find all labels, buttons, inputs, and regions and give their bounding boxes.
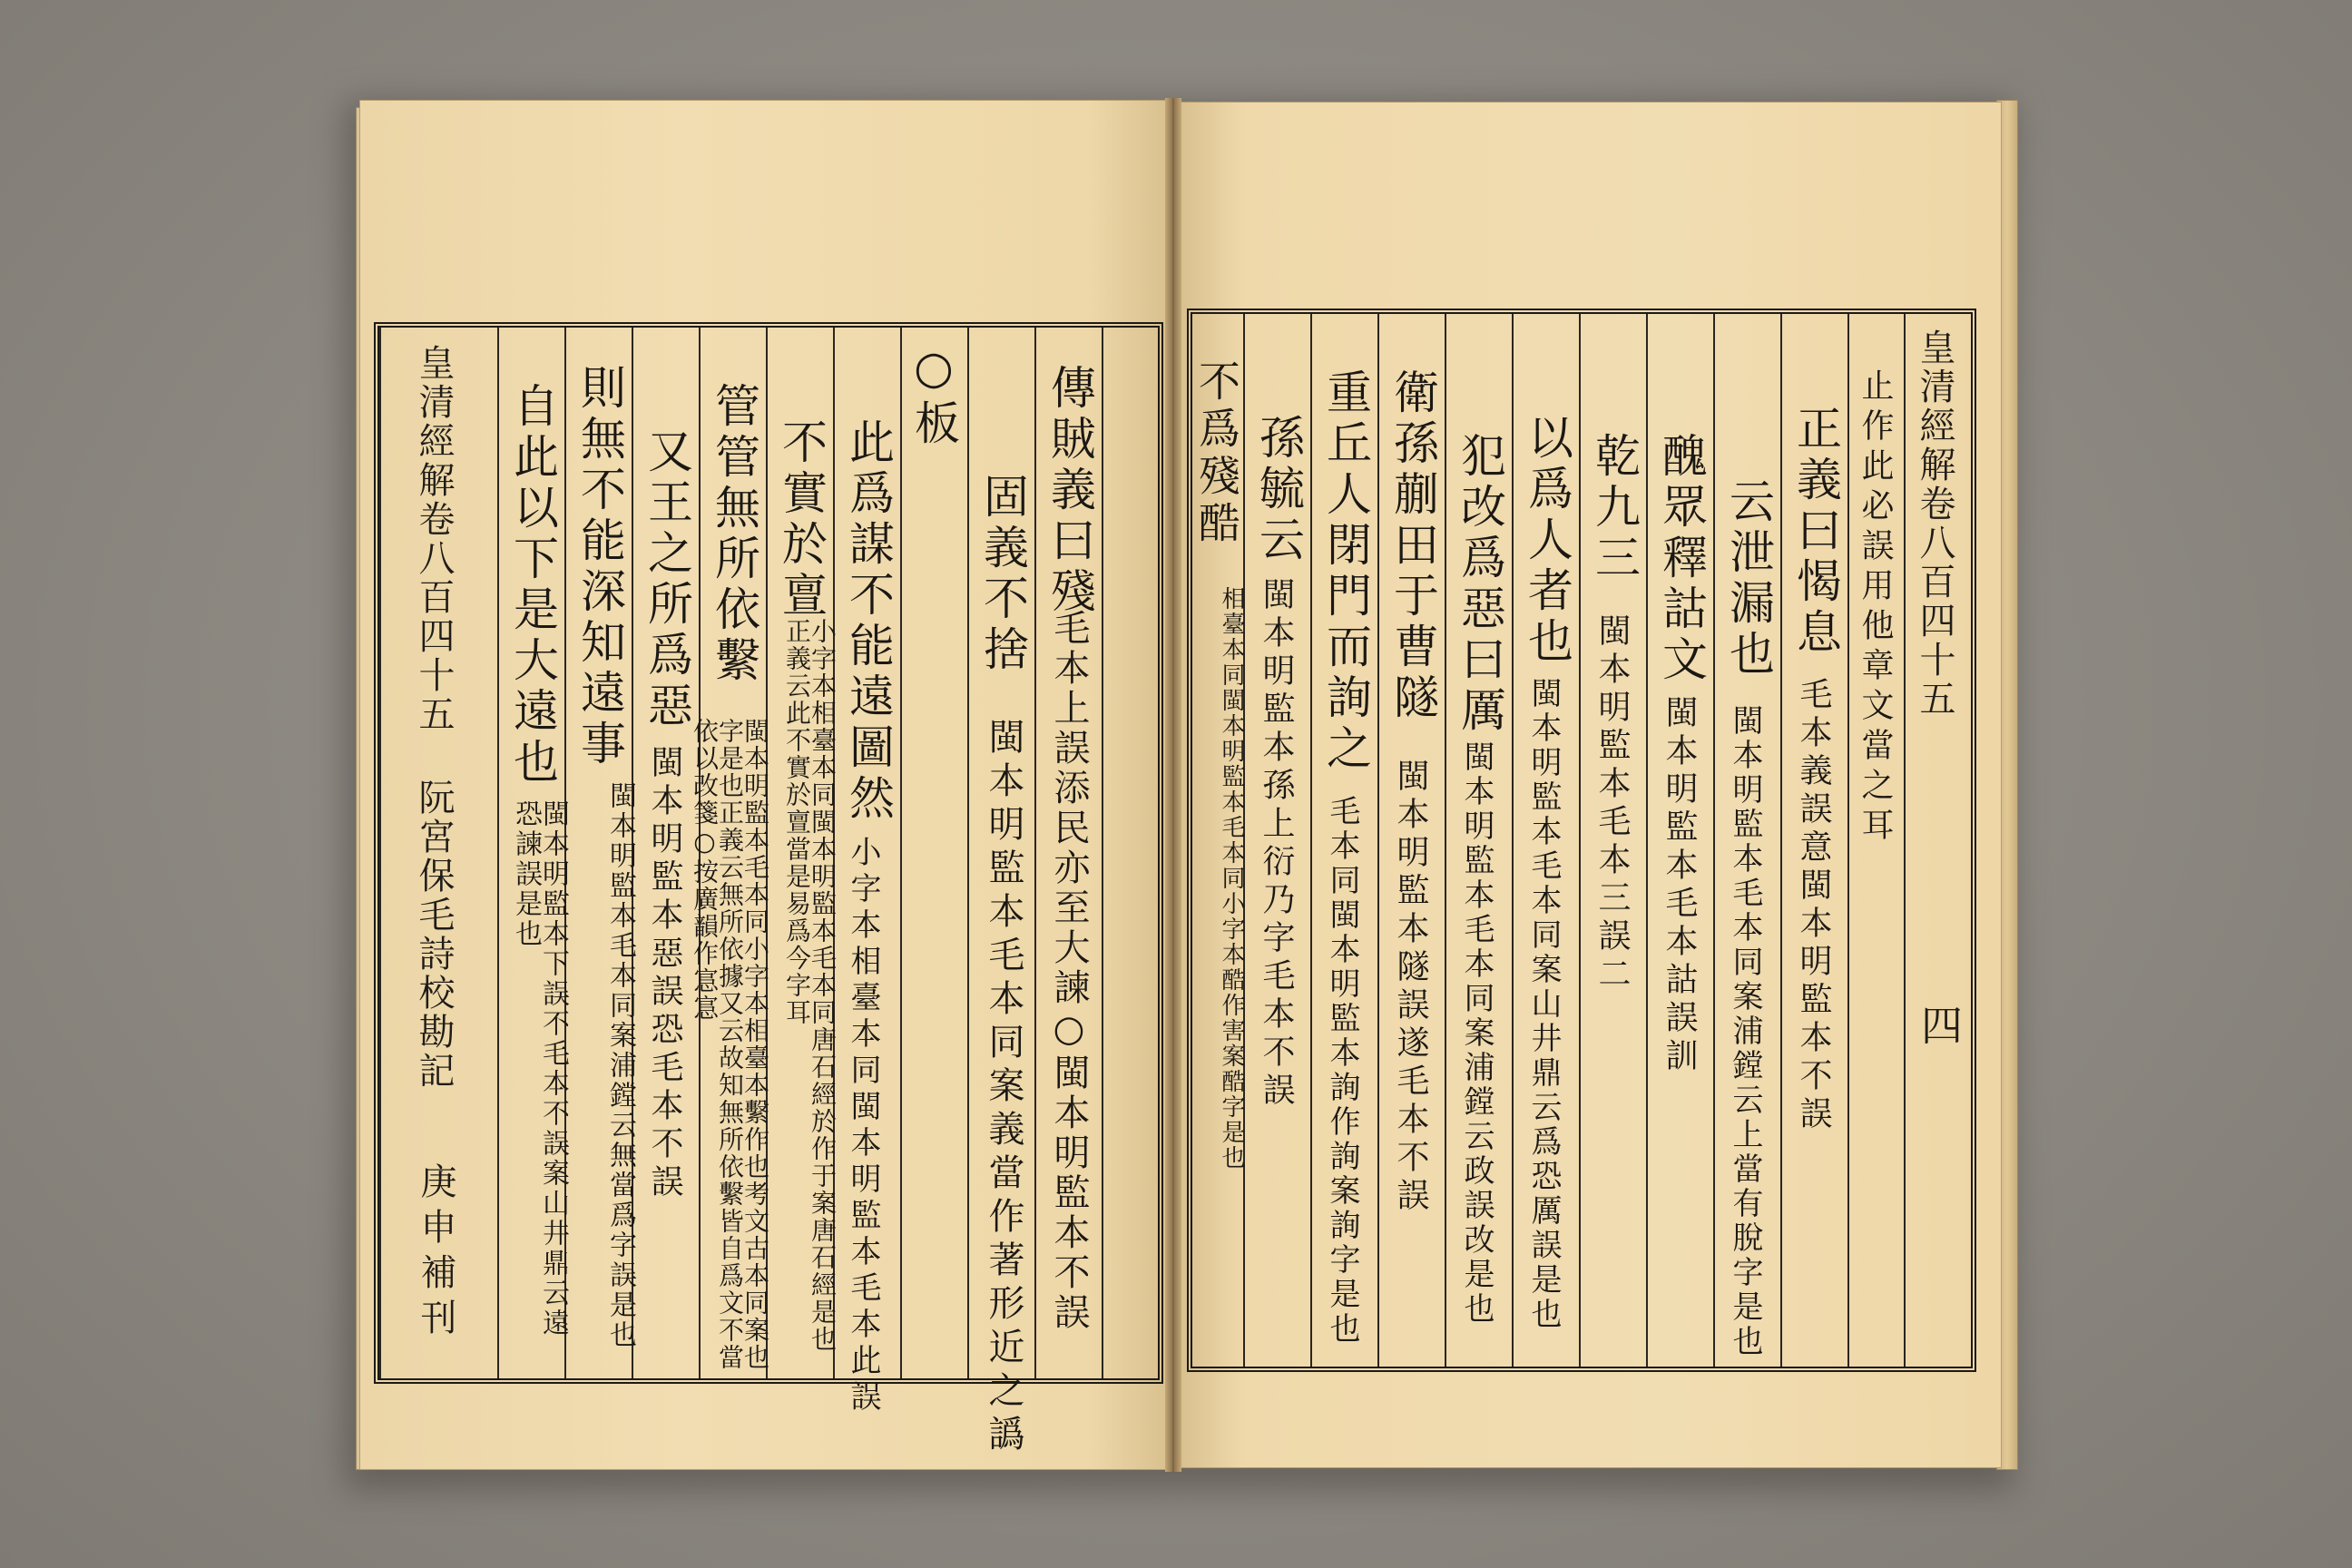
main-text: 不實於亶 [775, 418, 828, 622]
text-column [1646, 314, 1715, 1367]
annotation-text: 閩本明監本毛本同小字本相臺本繫作也考文古本同案也字是也正義云無所依據又云故知無所依繫皆自爲文不當依以改箋○按廣韻作悹悹 [690, 718, 770, 1371]
annotation-text: 閩本明監本毛本三誤二 [1593, 613, 1631, 995]
main-text: 自此以下是大遠也 [506, 382, 559, 789]
annotation-text: 止作此必誤用他章文當之耳 [1857, 368, 1894, 848]
main-text: 正義曰愒息 [1789, 405, 1842, 659]
text-column [632, 328, 701, 1378]
margin-title: 皇清經解卷八百四十五 [1914, 328, 1955, 719]
main-text: 云泄漏也 [1722, 477, 1775, 681]
text-column [1377, 314, 1446, 1367]
margin-footer: 庚申補刊 [415, 1162, 456, 1344]
margin-column [1902, 314, 1971, 1367]
annotation-text: 閩本明監本毛本同案義當作著形近之譌 [983, 718, 1024, 1458]
text-column [967, 328, 1036, 1458]
text-column [690, 328, 770, 1378]
annotation-text: 閩本明監本毛本同案浦鏜云上當有脫字是也 [1727, 704, 1763, 1359]
main-text: 固義不捨 [976, 473, 1029, 676]
annotation-text: 閩本明監本孫上衍乃字毛本不誤 [1258, 577, 1295, 1111]
annotation-text: 小字本相臺本同閩本明監本毛本此誤 [845, 836, 881, 1416]
main-text: 醜眾釋詁文 [1655, 432, 1708, 686]
main-text: 犯改爲惡曰厲 [1454, 432, 1506, 737]
text-column [833, 328, 902, 1416]
annotation-text: 閩本明監本惡誤恐毛本不誤 [646, 745, 683, 1202]
annotation-text: 閩本明監本毛本同案浦鏜云無當爲字誤是也 [604, 781, 636, 1350]
main-text: 此爲謀不能遠圖然 [842, 418, 895, 825]
main-text: 乾九三 [1588, 432, 1641, 584]
text-column [1713, 314, 1782, 1367]
main-text: 孫毓云 [1252, 414, 1305, 566]
text-column [1579, 314, 1648, 1367]
main-text: 則無不能深知遠事 [573, 364, 626, 770]
annotation-text: 相臺本同閩本明監本毛本同小字本酷作害案酷字是也 [1218, 586, 1245, 1171]
margin-column [379, 328, 499, 1378]
text-column [900, 328, 969, 1378]
book-gutter [1165, 98, 1181, 1472]
annotation-text: 閩本明監本隧誤遂毛本不誤 [1392, 759, 1429, 1216]
annotation-text: 毛本上誤添民亦至大諫○閩本明監本不誤 [1048, 609, 1090, 1333]
main-text: 重丘人閉門而詢之 [1319, 368, 1372, 775]
text-column [1780, 314, 1849, 1367]
main-text: 傳賊義曰殘 [1044, 364, 1096, 618]
text-column [1445, 314, 1514, 1367]
main-text: 又王之所爲惡 [641, 427, 693, 732]
text-column [766, 328, 838, 1378]
text-column [1034, 328, 1103, 1378]
text-column [1192, 314, 1243, 1367]
left-text-block [374, 322, 1163, 1458]
main-text: 衛孫蒯田于曹隧 [1387, 368, 1439, 724]
main-text: 管管無所依繫 [708, 382, 760, 687]
annotation-text: 毛本義誤意閩本明監本不誤 [1795, 677, 1832, 1134]
annotation-text: 毛本同閩本明監本詢作詢案詢字是也 [1324, 795, 1360, 1347]
main-text: 以爲人者也 [1521, 414, 1573, 668]
annotation-text: 閩本明監本毛本詁誤訓 [1661, 695, 1698, 1076]
right-text-block [1187, 309, 1976, 1372]
main-text: ○板 [907, 341, 960, 450]
text-column [497, 328, 569, 1378]
annotation-text: 閩本明監本下誤不毛本不誤案山井鼎云遠恐諫誤是也 [510, 799, 569, 1338]
bleed-through [426, 136, 486, 183]
text-column [1847, 314, 1906, 1367]
margin-title: 皇清經解卷八百四十五 阮宮保毛詩校勘記 [413, 344, 455, 1091]
annotation-text: 閩本明監本毛本同案浦鏜云政誤改是也 [1458, 740, 1494, 1327]
text-column [1243, 314, 1312, 1367]
text-column [1310, 314, 1379, 1367]
main-text: 不爲殘酷 [1192, 359, 1241, 548]
annotation-text: 閩本明監本毛本同案山井鼎云爲恐厲誤是也 [1525, 677, 1562, 1332]
text-column [1512, 314, 1581, 1367]
annotation-text: 小字本相臺本同閩本明監本毛本同唐石經於作于案唐石經是也正義云此不實於亶當是易爲今字耳 [782, 618, 838, 1353]
page-number: 四 [1915, 1004, 1964, 1049]
text-column [564, 328, 636, 1378]
